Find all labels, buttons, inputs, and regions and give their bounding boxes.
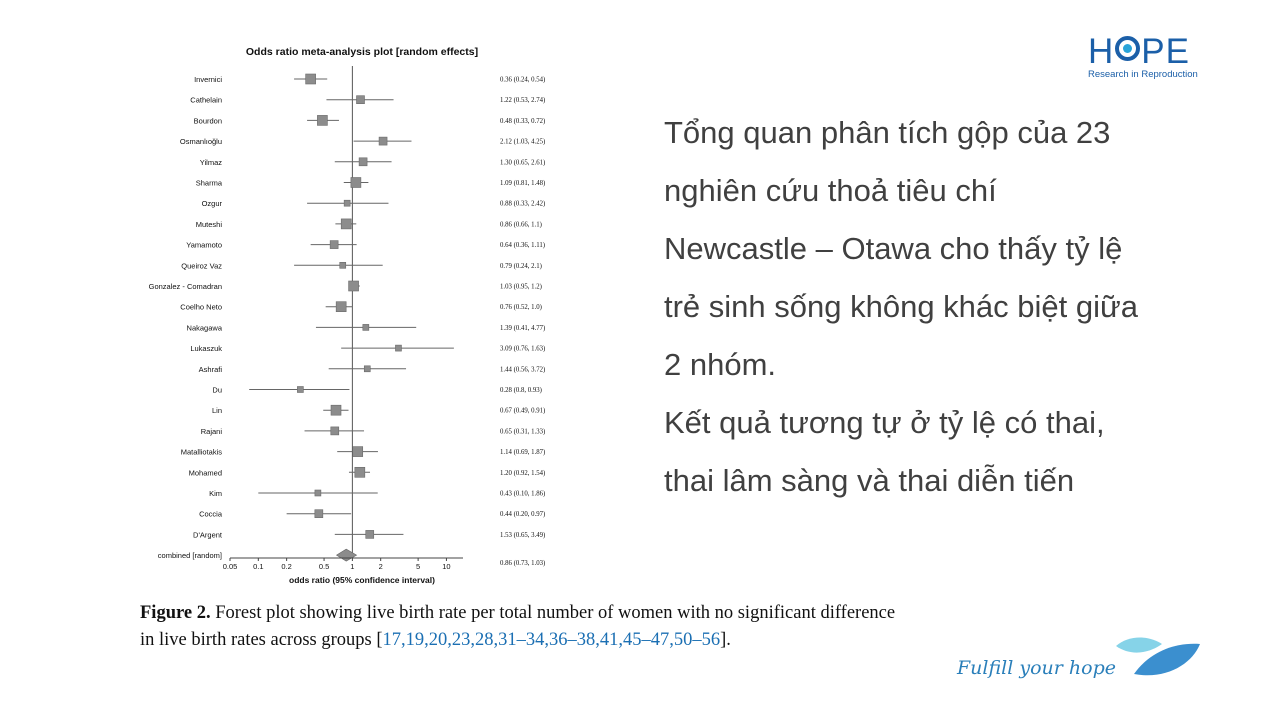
point-marker xyxy=(306,74,316,84)
reference-link[interactable]: 28 xyxy=(475,630,494,650)
combined-diamond xyxy=(337,549,357,561)
point-marker xyxy=(331,427,339,435)
logo-subtitle: Research in Reproduction xyxy=(1088,69,1198,80)
figure-label: Figure 2. xyxy=(140,603,211,623)
study-label: Gonzalez - Comadran xyxy=(148,282,222,291)
study-label: Coccia xyxy=(199,509,222,519)
x-tick-label: 0.05 xyxy=(222,562,238,571)
estimate-label: 0.67 (0.49, 0.91) xyxy=(500,407,546,415)
estimate-label: 2.12 (1.03, 4.25) xyxy=(500,138,546,146)
combined-label: combined [random] xyxy=(157,551,222,561)
point-marker xyxy=(355,467,365,477)
study-label: Lin xyxy=(211,406,222,416)
study-label: Muteshi xyxy=(195,219,222,229)
estimate-label: 1.03 (0.95, 1.2) xyxy=(500,283,542,291)
x-axis-label: odds ratio (95% confidence interval) xyxy=(289,575,435,585)
x-tick-label: 10 xyxy=(442,562,451,571)
study-label: Yamamoto xyxy=(186,240,222,250)
hope-logo xyxy=(1088,34,1208,80)
estimate-label: 1.20 (0.92, 1.54) xyxy=(500,469,546,477)
point-marker xyxy=(336,302,346,312)
estimate-label: 3.09 (0.76, 1.63) xyxy=(500,345,546,353)
summary-line: nghiên cứu thoả tiêu chí xyxy=(664,173,997,208)
estimate-label: 0.36 (0.24, 0.54) xyxy=(500,76,546,84)
estimate-label: 1.09 (0.81, 1.48) xyxy=(500,180,546,187)
summary-line: Newcastle – Otawa cho thấy tỷ lệ xyxy=(664,231,1123,266)
point-marker xyxy=(317,115,327,125)
summary-line: trẻ sinh sống không khác biệt giữa xyxy=(664,289,1138,324)
reference-link[interactable]: 50–56 xyxy=(673,630,721,650)
point-marker xyxy=(297,387,303,393)
point-marker xyxy=(363,324,369,330)
estimate-label: 0.65 (0.31, 1.33) xyxy=(500,428,546,436)
estimate-label: 1.14 (0.69, 1.87) xyxy=(500,449,546,457)
study-label: Osmanlıoğlu xyxy=(179,137,222,147)
estimate-label: 0.44 (0.20, 0.97) xyxy=(500,511,546,519)
caption-line-2-end: ]. xyxy=(720,630,731,650)
estimate-label: 1.39 (0.41, 4.77) xyxy=(500,324,546,332)
study-label: Mohamed xyxy=(188,468,222,478)
reference-link[interactable]: 45–47 xyxy=(623,630,670,650)
study-label: Invernici xyxy=(194,75,222,84)
point-marker xyxy=(315,490,321,496)
point-marker xyxy=(395,345,401,351)
point-marker xyxy=(340,262,346,268)
reference-link[interactable]: 36–38 xyxy=(549,630,596,650)
estimate-label: 1.44 (0.56, 3.72) xyxy=(500,366,546,374)
point-marker xyxy=(356,96,364,104)
point-marker xyxy=(353,447,363,457)
estimate-label: 0.64 (0.36, 1.11) xyxy=(500,242,546,250)
logo-letter-h: H xyxy=(1088,32,1115,71)
study-label: Yilmaz xyxy=(199,157,222,167)
reference-link[interactable]: 31–34 xyxy=(498,630,545,650)
estimate-label: 0.48 (0.33, 0.72) xyxy=(500,117,546,125)
caption-line-2-start: in live birth rates across groups [ xyxy=(140,630,383,650)
study-label: Matalliotakis xyxy=(180,447,222,457)
point-marker xyxy=(379,137,387,145)
estimate-label: 0.79 (0.24, 2.1) xyxy=(500,262,542,270)
study-label: Du xyxy=(212,385,222,395)
study-label: Bourdon xyxy=(193,116,222,126)
summary-line: thai lâm sàng và thai diễn tiến xyxy=(664,463,1075,498)
estimate-label: 0.76 (0.52, 1.0) xyxy=(500,304,542,312)
point-marker xyxy=(331,405,341,415)
caption-references: 17,19,20,23,28,31–34,36–38,41,45–47,50–56 xyxy=(382,630,721,650)
caption-line-1: Forest plot showing live birth rate per total number of women with no significant difference xyxy=(215,603,896,623)
study-label: Sharma xyxy=(195,178,222,188)
estimate-label: 0.86 (0.66, 1.1) xyxy=(500,221,542,229)
chart-title: Odds ratio meta-analysis plot [random effects] xyxy=(245,46,479,58)
point-marker xyxy=(330,241,338,249)
x-tick-label: 0.2 xyxy=(281,562,292,571)
logo-letters-pe: PE xyxy=(1141,32,1190,71)
study-label: Kim xyxy=(209,489,222,498)
figure-caption xyxy=(140,600,1000,654)
study-label: Coelho Neto xyxy=(180,302,222,312)
estimate-label: 1.53 (0.65, 3.49) xyxy=(500,531,546,539)
x-tick-label: 5 xyxy=(416,562,421,571)
x-tick-label: 2 xyxy=(378,562,383,571)
study-label: Nakagawa xyxy=(186,323,222,333)
tagline: Fulfill your hope xyxy=(957,657,1116,679)
eye-icon xyxy=(1115,36,1140,61)
study-label: Ozgur xyxy=(201,199,222,209)
estimate-label: 0.88 (0.33, 2.42) xyxy=(500,200,546,208)
point-marker xyxy=(341,219,351,229)
summary-line: Tổng quan phân tích gộp của 23 xyxy=(664,115,1111,150)
estimate-label: 0.43 (0.10, 1.86) xyxy=(500,490,546,498)
point-marker xyxy=(344,200,350,206)
reference-link[interactable]: 17 xyxy=(382,630,401,650)
estimate-label: 1.22 (0.53, 2.74) xyxy=(500,97,546,105)
x-tick-label: 1 xyxy=(350,562,355,571)
summary-text xyxy=(664,104,1224,510)
reference-link[interactable]: 19 xyxy=(405,630,425,650)
study-label: Rajani xyxy=(200,426,222,436)
reference-link[interactable]: 23 xyxy=(451,630,471,650)
study-label: Cathelain xyxy=(190,95,222,105)
x-tick-label: 0.1 xyxy=(253,562,264,571)
reference-link[interactable]: 20 xyxy=(428,630,448,650)
summary-line: 2 nhóm. xyxy=(664,347,777,382)
estimate-label: 0.28 (0.8, 0.93) xyxy=(500,387,542,394)
combined-estimate-label: 0.86 (0.73, 1.03) xyxy=(500,560,546,568)
leaf-icon xyxy=(1110,634,1202,680)
point-marker xyxy=(349,281,359,291)
point-marker xyxy=(315,510,323,518)
x-tick-label: 0.5 xyxy=(318,562,330,571)
reference-link[interactable]: 41 xyxy=(599,630,619,650)
point-marker xyxy=(364,366,370,372)
estimate-label: 1.30 (0.65, 2.61) xyxy=(500,159,546,167)
point-marker xyxy=(366,530,374,538)
study-label: D'Argent xyxy=(193,530,222,540)
study-label: Lukaszuk xyxy=(190,344,222,354)
point-marker xyxy=(359,158,367,166)
forest-plot xyxy=(140,40,546,585)
study-label: Ashrafi xyxy=(198,364,222,374)
point-marker xyxy=(351,178,361,188)
summary-line: Kết quả tương tự ở tỷ lệ có thai, xyxy=(664,405,1105,440)
study-label: Queiroz Vaz xyxy=(181,261,222,271)
